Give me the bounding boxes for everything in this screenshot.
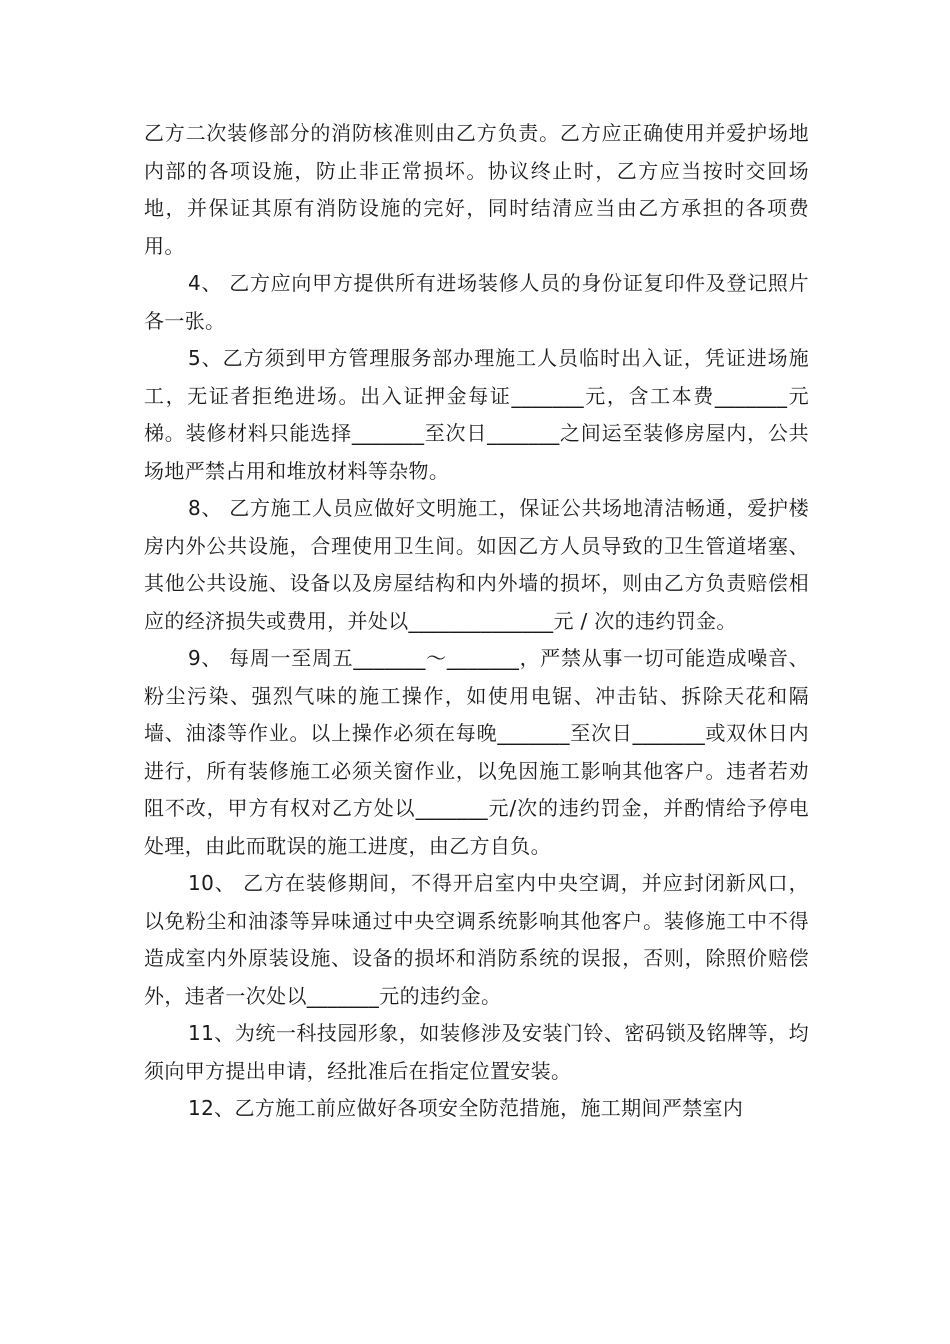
paragraph-clause-8: 8、 乙方施工人员应做好文明施工，保证公共场地清洁畅通，爱护楼房内外公共设施，合理使用卫生间。如因乙方人员导致的卫生管道堵塞、其他公共设施、设备以及房屋结构和内外墙的损坏，则由乙方负责赔偿相应的经济损失或费用，并处以______________元 / 次的违约罚金。 xyxy=(144,496,809,633)
paragraph-clause-5: 5、乙方须到甲方管理服务部办理施工人员临时出入证，凭证进场施工，无证者拒绝进场。出入证押金每证_______元，含工本费_______元梯。装修材料只能选择_______至次日_______之间运至装修房屋内，公共场地严禁占用和堆放材料等杂物。 xyxy=(144,346,809,483)
paragraph-clause-4: 4、 乙方应向甲方提供所有进场装修人员的身份证复印件及登记照片各一张。 xyxy=(144,271,809,333)
paragraph-clause-9: 9、 每周一至周五_______～_______，严禁从事一切可能造成噪音、粉尘污染、强烈气味的施工操作，如使用电锯、冲击钻、拆除天花和隔墙、油漆等作业。以上操作必须在每晚_______至次日_______或双休日内进行，所有装修施工必须关窗作业，以免因施工影响其他客户。违者若劝阻不改，甲方有权对乙方处以_______元/次的违约罚金，并酌情给予停电处理，由此而耽误的施工进度，由乙方自负。 xyxy=(144,646,809,858)
paragraph-continuation: 乙方二次装修部分的消防核准则由乙方负责。乙方应正确使用并爱护场地内部的各项设施，防止非正常损坏。协议终止时，乙方应当按时交回场地，并保证其原有消防设施的完好，同时结清应当由乙方承担的各项费用。 xyxy=(144,121,809,258)
paragraph-clause-12: 12、乙方施工前应做好各项安全防范措施，施工期间严禁室内 xyxy=(188,1096,744,1120)
paragraph-clause-11: 11、为统一科技园形象，如装修涉及安装门铃、密码锁及铭牌等，均须向甲方提出申请，经批准后在指定位置安装。 xyxy=(144,1021,809,1083)
document-body xyxy=(144,115,809,1128)
paragraph-clause-10: 10、 乙方在装修期间，不得开启室内中央空调，并应封闭新风口，以免粉尘和油漆等异味通过中央空调系统影响其他客户。装修施工中不得造成室内外原装设施、设备的损坏和消防系统的误报，否则，除照价赔偿外，违者一次处以_______元的违约金。 xyxy=(144,871,809,1008)
